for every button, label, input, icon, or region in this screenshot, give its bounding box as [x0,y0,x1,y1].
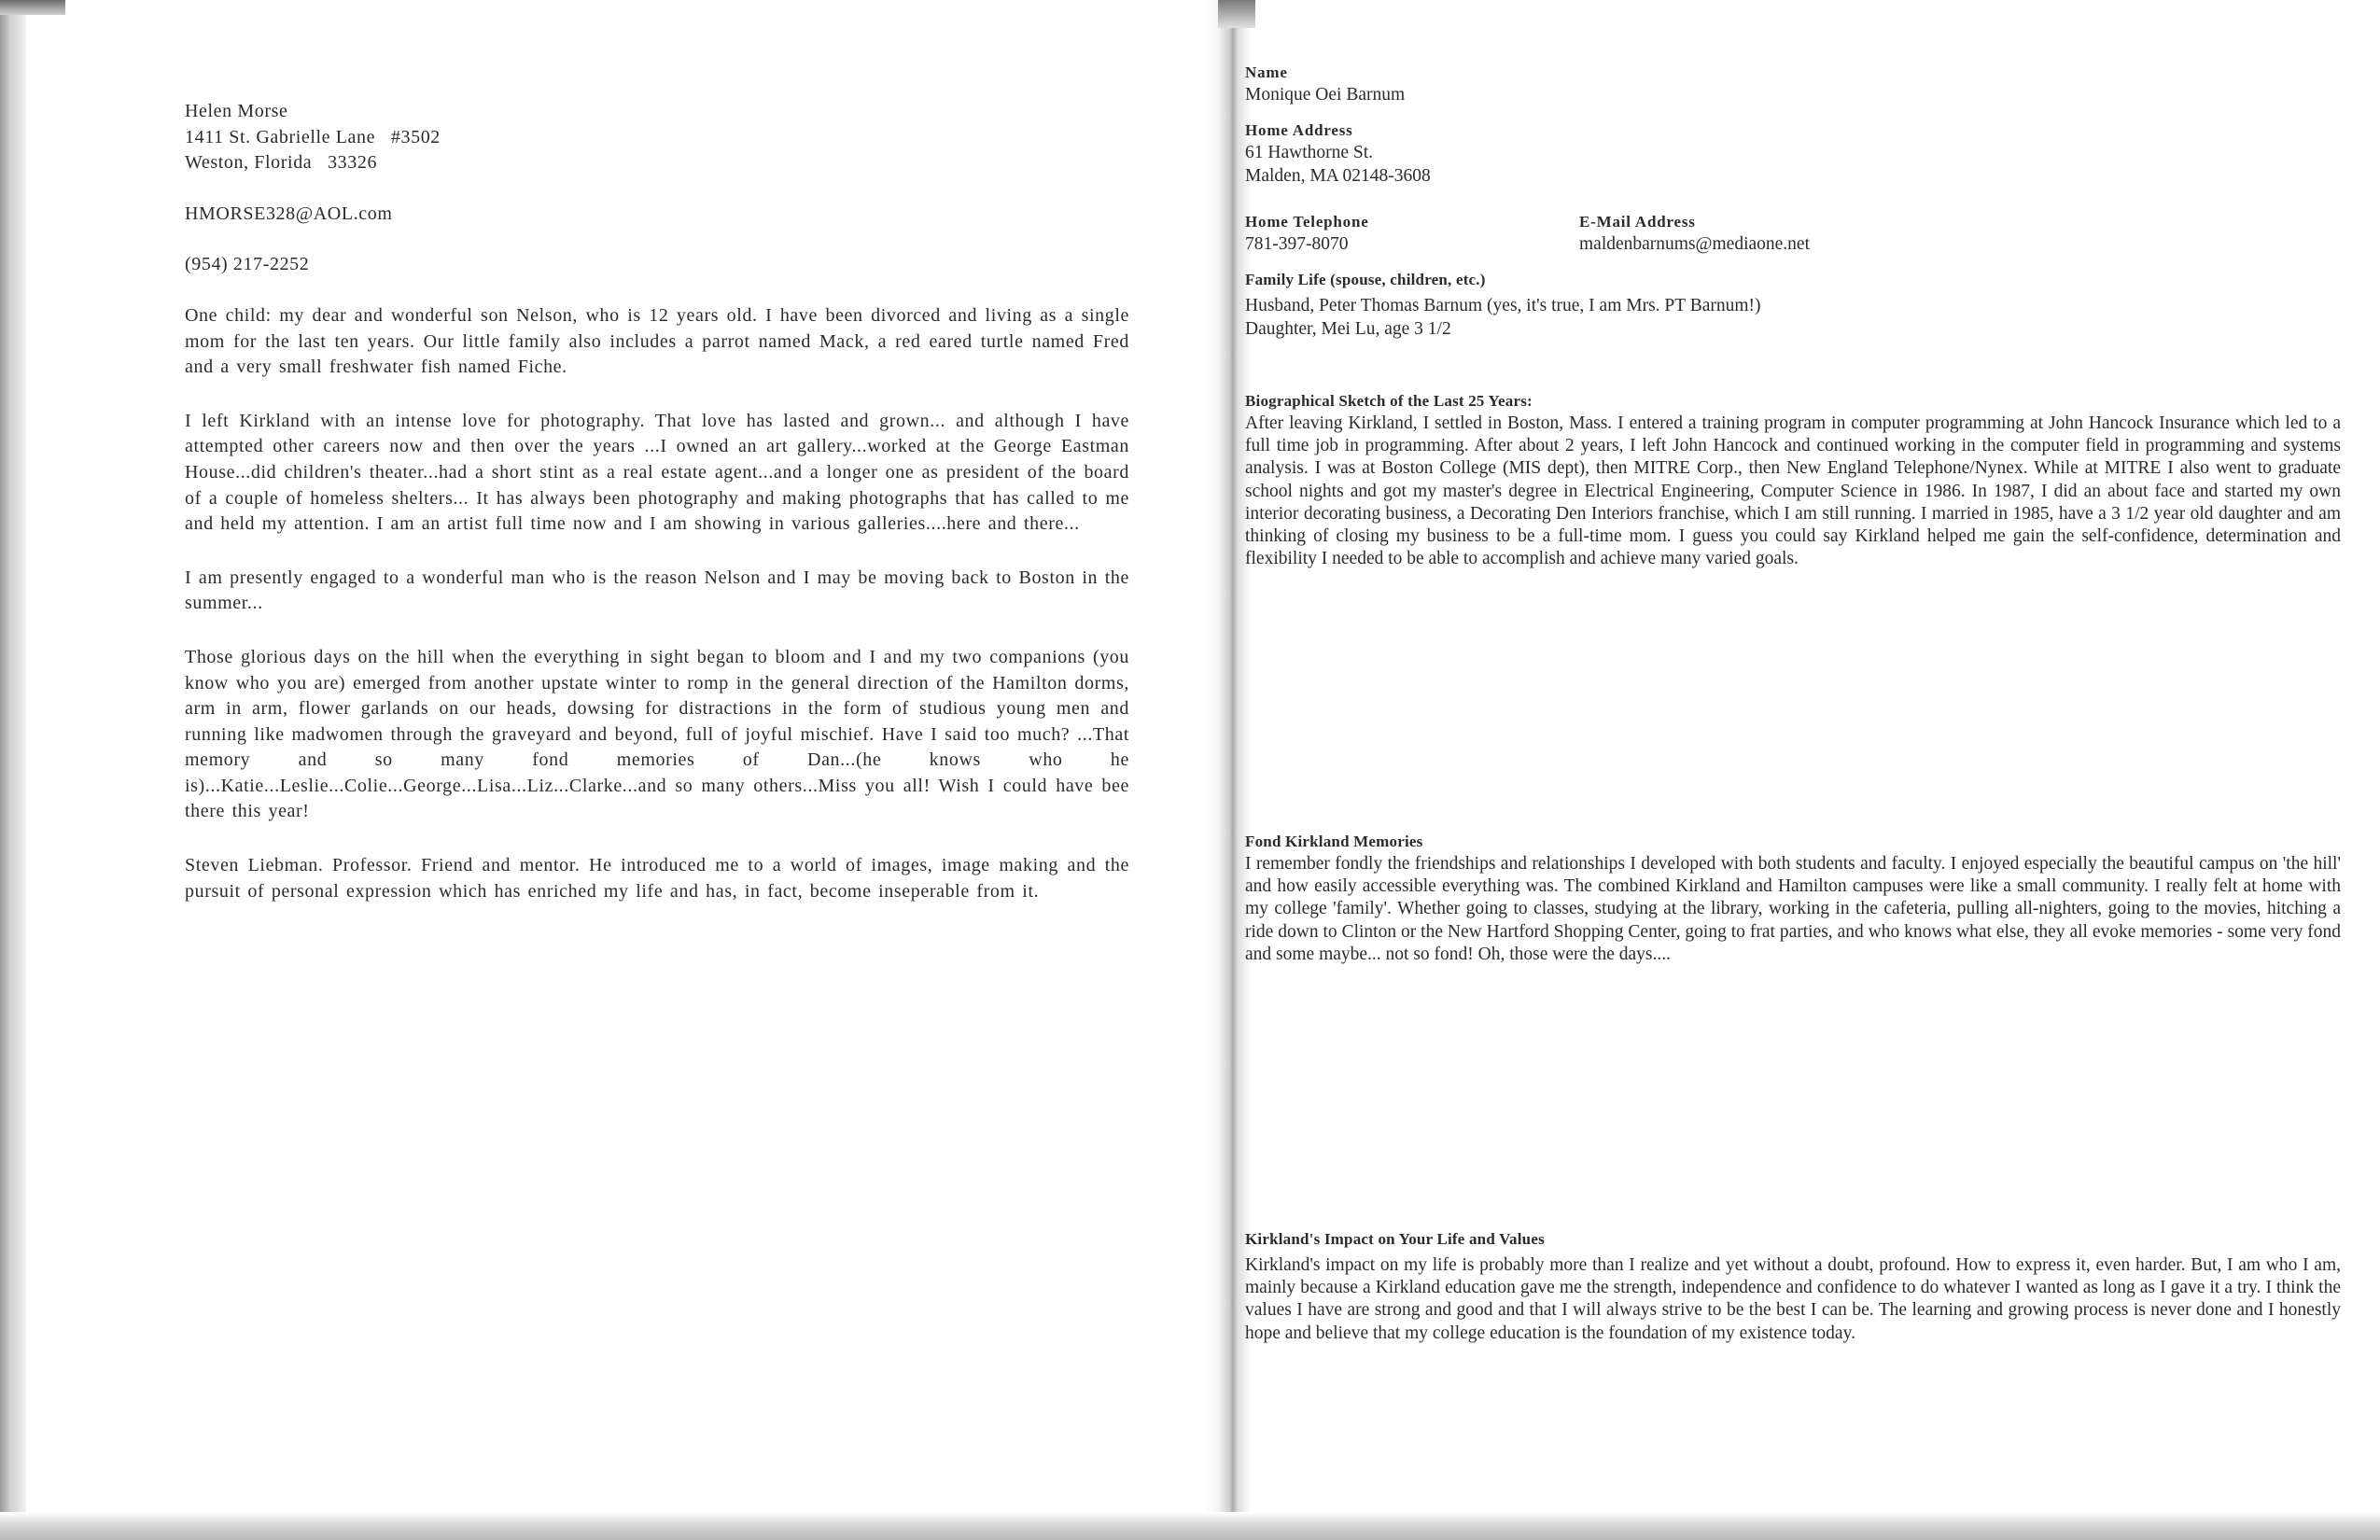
left-corner-shadow [0,0,65,15]
address-line-1: 1411 St. Gabrielle Lane #3502 [185,126,441,147]
family-line-2: Daughter, Mei Lu, age 3 1/2 [1245,318,1451,339]
paragraph-mentor: Steven Liebman. Professor. Friend and mentor. He introduced me to a world of images, image making and the pursuit of personal expression which has enriched my life and has, in fact, become inseperable from it. [185,855,1129,902]
name-section [1245,62,1405,107]
name-value: Monique Oei Barnum [1245,85,1406,105]
biography-label: Biographical Sketch of the Last 25 Years: [1245,392,1533,410]
spacer [185,538,1129,566]
home-address-label: Home Address [1245,121,1353,139]
bottom-scan-edge [0,1512,2380,1540]
home-address-section [1245,119,1431,188]
home-telephone-label: Home Telephone [1245,213,1369,231]
biography-text: After leaving Kirkland, I settled in Boston, Mass. I entered a training program in computer programming at John Hancock Insurance which led to a full time job in programming. After about 2 years, I left John Hancock and continued working in the computer field in programming and systems analysis. I was at Boston College (MIS dept), then MITRE Corp., then New England Telephone/Nynex. While at MITRE I also went to graduate school nights and got my master's degree in Electrical Engineering, Computer Science in 1986. In 1987, I did an about face and started my own interior decorating business, a Decorating Den Interiors franchise, which I am still running. I married in 1985, have a 3 1/2 year old daughter and am thinking of closing my business to be a full-time mom. I guess you could say Kirkland helped me gain the self-confidence, determination and flexibility I needed to be able to accomplish and achieve many varied goals. [1245,413,2341,569]
name-label: Name [1245,63,1288,81]
author-name: Helen Morse [185,101,288,121]
email-value: maldenbarnums@mediaone.net [1579,234,1811,254]
spacer [185,825,1129,853]
paragraph-family: One child: my dear and wonderful son Nelson, who is 12 years old. I have been divorced and living as a single mom for the last ten years. Our little family also includes a parrot named Mack, a red eared turtle named Fred and a very small freshwater fish named Fiche. [185,304,1129,378]
impact-section [1245,1228,2341,1345]
impact-text: Kirkland's impact on my life is probably more than I realize and yet without a doubt, profound. How to express it, even harder. But, I am who I am, mainly because a Kirkland education gave me the strength, independence and confidence to do whatever I wanted as long as I gave it a try. I think the values I have are strong and good and that I will always strive to be the best I can be. The learning and growing process is never done and I honestly hope and believe that my college education is the foundation of my existence today. [1245,1255,2341,1343]
paragraph-engaged: I am presently engaged to a wonderful man who is the reason Nelson and I may be moving back to Boston in the summer... [185,567,1129,614]
memories-section [1245,831,2341,966]
home-telephone-value: 781-397-8070 [1245,234,1349,254]
email-address: HMORSE328@AOL.com [185,203,393,224]
impact-label: Kirkland's Impact on Your Life and Values [1245,1230,1545,1248]
spacer [185,381,1129,409]
left-scan-edge [0,0,26,1540]
left-page [185,99,1129,904]
right-corner-shadow [1218,0,1255,28]
memories-text: I remember fondly the friendships and relationships I developed with both students and faculty. I enjoyed especially the beautiful campus on 'the hill' and how easily accessible everything was. The combined Kirkland and Hamilton campuses were like a small community. I really felt at home with my college 'family'. Whether going to classes, studying at the library, working in the cafeteria, pulling all-nighters, going to the movies, hitching a ride down to Clinton or the New Hartford Shopping Center, going to frat parties, and who knows what else, they all evoke memories - some very fond and some maybe... not so fond! Oh, those were the days.... [1245,854,2341,964]
spacer [185,227,1129,252]
home-telephone-section [1245,211,1369,257]
spacer [185,176,1129,202]
email-section [1579,211,1810,257]
address-line-2: Weston, Florida 33326 [185,152,378,174]
home-address-line-2: Malden, MA 02148-3608 [1245,165,1431,186]
paragraph-memories: Those glorious days on the hill when the everything in sight began to bloom and I and my two companions (you know who you are) emerged from another upstate winter to romp in the general direction of the Hamilton dorms, arm in arm, flower garlands on our heads, dowsing for distractions in the form of studious young men and running like madwomen through the graveyard and beyond, full of joyful mischief. Have I said too much? ...That memory and so many fond memories of Dan...(he knows who he is)...Katie...Leslie...Colie...George...Lisa...Liz...Clarke...and so many others...Miss you all! Wish I could have bee there this year! [185,646,1129,822]
phone-number: (954) 217-2252 [185,254,310,275]
paragraph-career: I left Kirkland with an intense love for photography. That love has lasted and grown... and although I have attempted other careers now and then over the years ...I owned an art gallery...worked at the George Eastman House...did children's theater...had a short stint as a real estate agent...and a longer one as president of the board of a couple of homeless shelters... It has always been photography and making photographs that has called to me and held my attention. I am an artist full time now and I am showing in various galleries....here and there... [185,410,1129,535]
family-line-1: Husband, Peter Thomas Barnum (yes, it's true, I am Mrs. PT Barnum!) [1245,296,1761,315]
spacer [185,617,1129,645]
family-life-label: Family Life (spouse, children, etc.) [1245,271,1486,288]
spacer [185,278,1129,303]
email-label: E-Mail Address [1579,213,1696,231]
family-life-section [1245,269,2341,341]
book-gutter [1204,0,1251,1540]
biography-section [1245,390,2341,570]
home-address-line-1: 61 Hawthorne St. [1245,143,1374,162]
memories-label: Fond Kirkland Memories [1245,833,1423,850]
